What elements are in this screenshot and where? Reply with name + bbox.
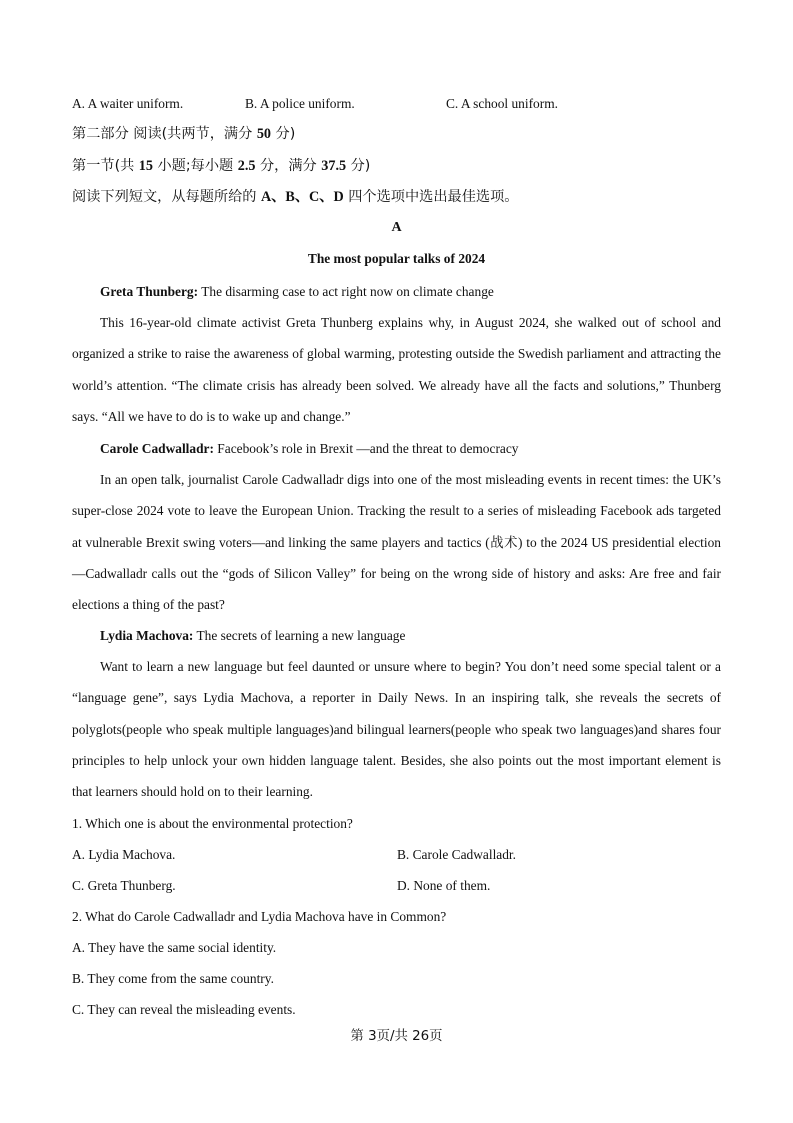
- part-heading-text: 第二部分 阅读(共两节，满分: [72, 126, 257, 142]
- talk-body-cadwalladr: [72, 464, 721, 620]
- talk-subtitle: Facebook’s role in Brexit —and the threat to democracy: [213, 441, 519, 456]
- question-2-stem: 2. What do Carole Cadwalladr and Lydia Machova have in Common?: [72, 909, 447, 924]
- talk-body-text: In an open talk, journalist Carole Cadwalladr digs into one of the most misleading events in recent times: the UK’s super-close 2024 vote to leave the European Union. Tracking the result to a series of misleading Facebook ads targeted at vulnerable Brexit swing voters—and linking the same players and tactics (战术) to the 2024 US presidential election —Cadwalladr calls out the “gods of Silicon Valley” for being on the wrong side of history and asks: Are free and fair elections a thing of the past?: [72, 472, 721, 613]
- talk-heading-thunberg: [100, 282, 494, 302]
- top-option-b: B. A police uniform.: [245, 96, 355, 111]
- speaker-name: Carole Cadwalladr:: [100, 441, 214, 456]
- talk-body-text: This 16-year-old climate activist Greta Thunberg explains why, in August 2024, she walked out of school and organized a strike to raise the awareness of global warming, protesting outside the Swedish parliament and attracting the world’s attention. “The climate crisis has already been solved. We already have all the facts and solutions,” Thunberg says. “All we have to do is to wake up and change.”: [72, 315, 721, 424]
- top-option-a: A. A waiter uniform.: [72, 96, 184, 111]
- passage-title: The most popular talks of 2024: [307, 251, 486, 266]
- section-heading-text: 第一节(共: [72, 158, 139, 174]
- question-1-option-b[interactable]: B. Carole Cadwalladr.: [397, 847, 516, 862]
- question-2-option-a[interactable]: A. They have the same social identity.: [72, 940, 277, 955]
- section-heading-mid: 小题;每小题: [152, 158, 238, 174]
- instructions-choices: A、B、C、D: [260, 189, 344, 205]
- question-1-option-a[interactable]: A. Lydia Machova.: [72, 847, 176, 862]
- talk-subtitle: The secrets of learning a new language: [193, 628, 406, 643]
- talk-body-machova: [72, 651, 721, 807]
- section-heading-end: 分): [346, 158, 371, 174]
- section-one-heading: [72, 156, 370, 176]
- section-points-each: 2.5: [237, 158, 256, 174]
- passage-letter: A: [391, 220, 402, 235]
- talk-subtitle: The disarming case to act right now on climate change: [198, 284, 494, 299]
- part-heading-end: 分): [271, 126, 296, 142]
- question-1-option-c[interactable]: C. Greta Thunberg.: [72, 878, 176, 893]
- page-number-footer: 第 3页/共 26页: [350, 1029, 443, 1044]
- talk-body-text: Want to learn a new language but feel daunted or unsure where to begin? You don’t need some special talent or a “language gene”, says Lydia Machova, a reporter in Daily News. In an inspiring talk, she reveals the secrets of polyglots(people who speak multiple languages)and bilingual learners(people who speak two languages)and shares four principles to help unlock your own hidden language talent. Besides, she also points out the most important element is that learners should hold on to their learning.: [72, 659, 721, 800]
- part-two-heading: [72, 124, 295, 144]
- section-question-count: 15: [138, 158, 153, 174]
- talk-body-thunberg: [72, 307, 721, 432]
- instructions-text: 阅读下列短文，从每题所给的: [72, 189, 261, 205]
- top-option-c: C. A school uniform.: [446, 96, 558, 111]
- question-2-option-b[interactable]: B. They come from the same country.: [72, 971, 274, 986]
- question-1-stem: 1. Which one is about the environmental protection?: [72, 816, 353, 831]
- section-total-points: 37.5: [321, 158, 347, 174]
- talk-heading-cadwalladr: [100, 439, 519, 459]
- question-2-option-c[interactable]: C. They can reveal the misleading events.: [72, 1002, 296, 1017]
- part-score: 50: [256, 126, 271, 142]
- instructions-end: 四个选项中选出最佳选项。: [343, 189, 519, 205]
- speaker-name: Lydia Machova:: [100, 628, 194, 643]
- talk-heading-machova: [100, 626, 405, 646]
- instructions: [72, 187, 518, 207]
- section-heading-mid2: 分，满分: [255, 158, 322, 174]
- speaker-name: Greta Thunberg:: [100, 284, 199, 299]
- question-1-option-d[interactable]: D. None of them.: [397, 878, 491, 893]
